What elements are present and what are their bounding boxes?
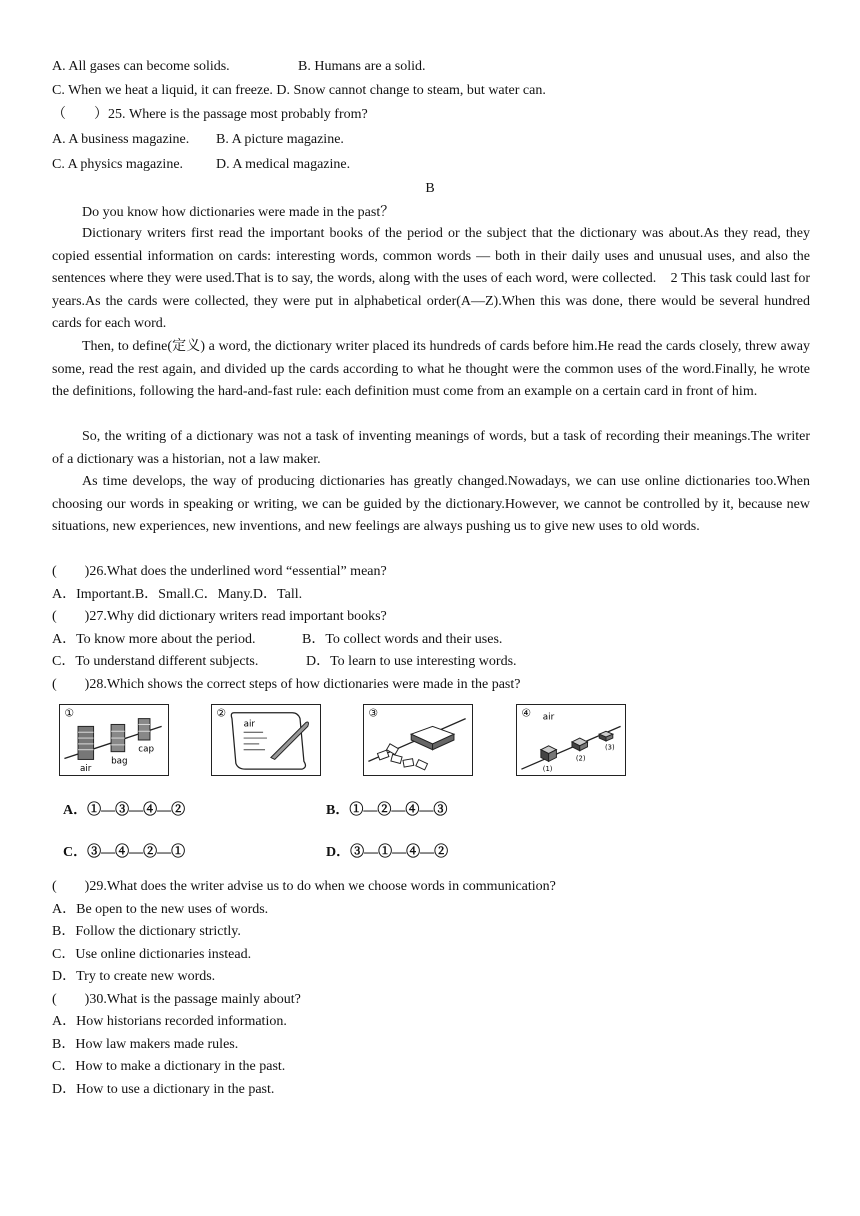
paragraph-1 [52,202,810,225]
sorted-cards-illustration [517,705,625,775]
q28-option-b: B．①—②—④—③ [326,803,448,818]
option-a: A. All gases can become solids. [52,59,230,74]
question-26: ( )26.What does the underlined word “essential” mean? [52,564,387,579]
pic1-word-cap: cap [138,744,155,755]
picture-3 [363,704,473,776]
q28-option-c: C．③—④—②—① [63,845,186,860]
picture-1 [59,704,169,776]
pic1-number: ① [64,706,75,720]
q27-option-d: D．To learn to use interesting words. [306,654,517,669]
question-27: ( )27.Why did dictionary writers read important books? [52,609,387,624]
picture-2 [211,704,321,776]
q30-option-b: B．How law makers made rules. [52,1037,239,1052]
paragraph-2-text: Dictionary writers first read the important books of the period or the subject that the dictionary was about.As they read, they copied essential information on cards: interesting words, common words — both in their daily uses and unusual uses, and also the sentences where they were used.That is to say, the words, along with the uses of each word, were collected. 2 This task could last for years.As the cards were collected, they were put in alphabetical order(A—Z).When this was done, there would be several hundred cards for each word. [52,226,810,331]
paragraph-5 [52,471,810,539]
q28-option-d: D．③—①—④—② [326,845,449,860]
q30-option-c: C．How to make a dictionary in the past. [52,1059,286,1074]
q30-option-d: D．How to use a dictionary in the past. [52,1082,275,1097]
question-29: ( )29.What does the writer advise us to do when we choose words in communication? [52,879,556,894]
q30-option-a: A．How historians recorded information. [52,1014,287,1029]
pic2-word-air: air [243,719,256,730]
pic1-word-bag: bag [111,756,128,767]
section-letter: B [425,181,435,196]
option-line-a [52,58,230,76]
question-25: （ ）25. Where is the passage most probably from? [52,107,368,122]
stacked-cards-illustration [60,705,168,775]
paragraph-4 [52,426,810,471]
paragraph-3 [52,336,810,404]
q28-option-a: A．①—③—④—② [63,803,186,818]
pic2-number: ② [216,706,227,720]
q29-option-d: D．Try to create new words. [52,969,216,984]
pic4-number: ④ [521,706,532,720]
question-28: ( )28.Which shows the correct steps of how dictionaries were made in the past? [52,677,521,692]
q25-option-c: C. A physics magazine. [52,157,184,172]
pic4-label-3: (3) [605,743,615,752]
q29-option-c: C．Use online dictionaries instead. [52,947,252,962]
pic4-label-1: (1) [542,765,553,774]
q27-option-a: A．To know more about the period. [52,632,256,647]
q29-option-a: A．Be open to the new uses of words. [52,902,269,917]
pic1-word-air: air [79,764,92,775]
q27-option-c: C．To understand different subjects. [52,654,259,669]
pic3-number: ③ [368,706,379,720]
paragraph-4-text: So, the writing of a dictionary was not a task of inventing meanings of words, but a task of recording their meanings.The writer of a dictionary was a historian, not a law maker. [52,429,810,467]
picture-4 [516,704,626,776]
option-b: B. Humans are a solid. [298,59,426,74]
reading-book-illustration [364,705,472,775]
pic4-word-air: air [542,712,555,723]
paragraph-1-text: Do you know how dictionaries were made in the past？ [82,205,395,220]
option-line-b [298,58,426,76]
paragraph-3-text: Then, to define(定义) a word, the dictionary writer placed its hundreds of cards before him.He read the cards closely, threw away some, read the rest again, and divided up the cards according to what he thought were the common uses of the word.Finally, he wrote the definitions, following the hard-and-fast rule: each definition must come from an example on a certain card in front of him. [52,339,810,399]
q29-option-b: B．Follow the dictionary strictly. [52,924,241,939]
writing-definition-illustration [212,705,320,775]
q27-option-b: B．To collect words and their uses. [302,632,503,647]
paragraph-2 [52,223,810,336]
pic4-label-2: (2) [575,754,586,763]
q25-option-d: D. A medical magazine. [216,157,351,172]
q25-option-b: B. A picture magazine. [216,132,344,147]
q25-option-a: A. A business magazine. [52,132,190,147]
q26-options: A．Important.B．Small.C．Many.D．Tall. [52,587,303,602]
option-line-cd: C. When we heat a liquid, it can freeze. D. Snow cannot change to steam, but water can. [52,83,546,98]
question-30: ( )30.What is the passage mainly about? [52,992,301,1007]
paragraph-5-text: As time develops, the way of producing dictionaries has greatly changed.Nowadays, we can use online dictionaries too.When choosing our words in speaking or writing, we can be guided by the dictionary.However, we cannot be controlled by it, because new situations, new experiences, new inventions, and new feelings are always pushing us to give new uses to old words. [52,474,810,534]
